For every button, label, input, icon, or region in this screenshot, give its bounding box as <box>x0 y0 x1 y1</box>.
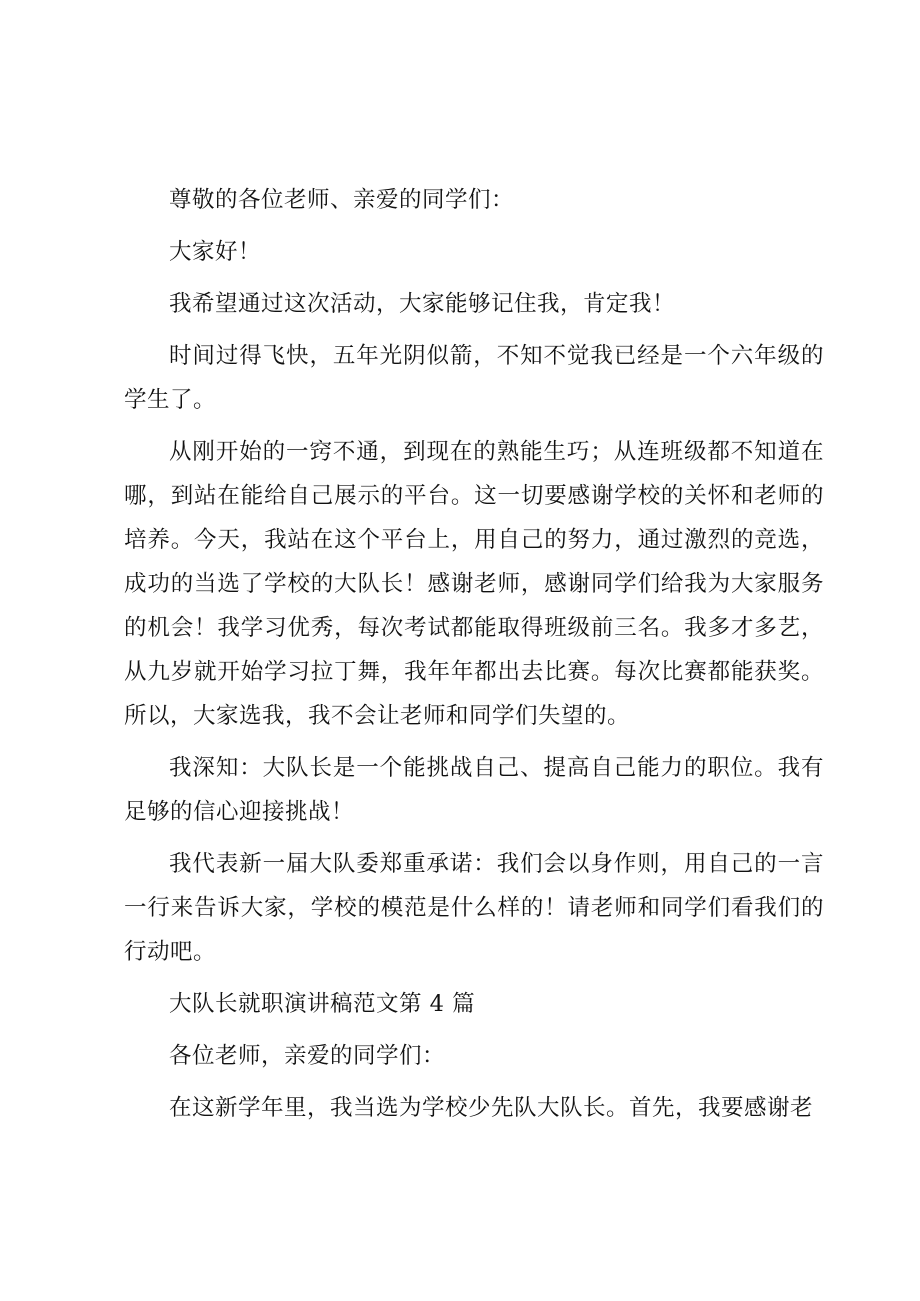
body-paragraph: 从刚开始的一窍不通，到现在的熟能生巧；从连班级都不知道在哪，到站在能给自己展示的平台。这一切要感谢学校的关怀和老师的培养。今天，我站在这个平台上，用自己的努力，通过激烈的竞选，成功的当选了学校的大队长！感谢老师，感谢同学们给我为大家服务的机会！我学习优秀，每次考试都能取得班级前三名。我多才多艺，从九岁就开始学习拉丁舞，我年年都出去比赛。每次比赛都能获奖。所以，大家选我，我不会让老师和同学们失望的。 <box>124 439 824 729</box>
salutation: 尊敬的各位老师、亲爱的同学们： <box>169 187 515 213</box>
document-body <box>124 178 824 1138</box>
body-paragraph: 在这新学年里，我当选为学校少先队大队长。首先，我要感谢老 <box>169 1095 814 1121</box>
section-heading: 大队长就职演讲稿范文第 4 篇 <box>169 991 476 1017</box>
body-paragraph: 我希望通过这次活动，大家能够记住我，肯定我！ <box>169 291 676 317</box>
body-paragraph: 我深知：大队长是一个能挑战自己、提高自己能力的职位。我有足够的信心迎接挑战！ <box>124 755 824 825</box>
body-paragraph: 时间过得飞快，五年光阴似箭，不知不觉我已经是一个六年级的学生了。 <box>124 343 824 413</box>
salutation: 各位老师，亲爱的同学们： <box>169 1043 446 1069</box>
greeting: 大家好！ <box>169 239 262 265</box>
body-paragraph: 我代表新一届大队委郑重承诺：我们会以身作则，用自己的一言一行来告诉大家，学校的模范是什么样的！请老师和同学们看我们的行动吧。 <box>124 851 824 965</box>
